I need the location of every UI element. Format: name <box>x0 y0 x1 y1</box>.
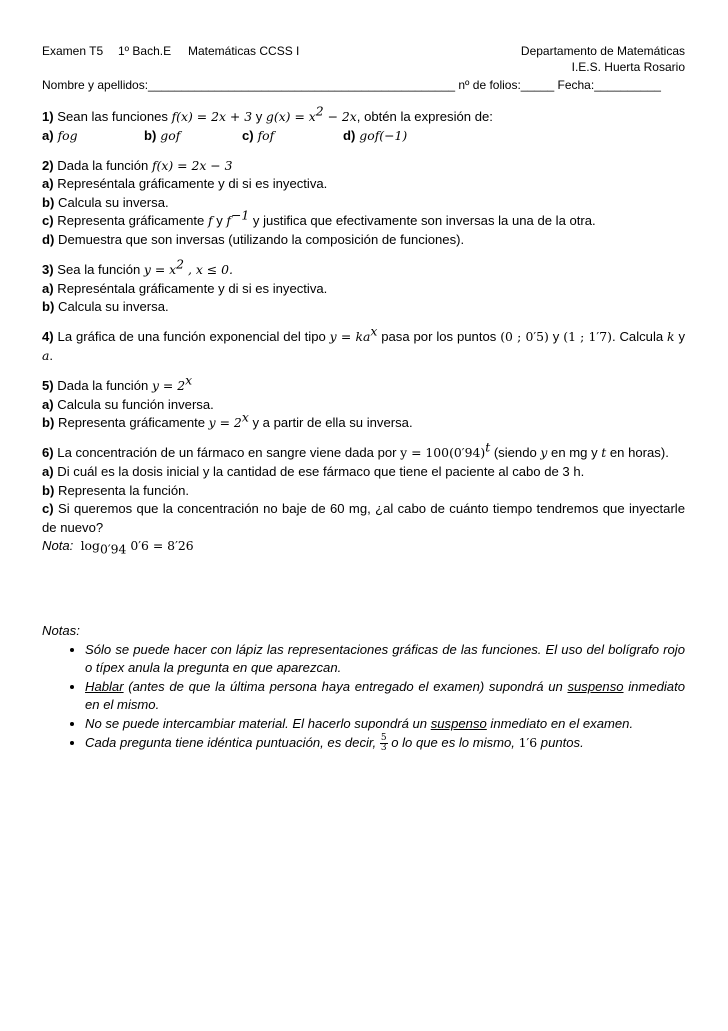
note-item: • No se puede intercambiar material. El hacerlo supondrá un suspenso inmediato en el examen. <box>85 715 685 734</box>
hint-note: Nota: $\log_{0'94} 0'6 = 8'26$ <box>42 538 194 557</box>
course-label: 1º Bach.E <box>118 44 172 58</box>
subject-label: Matemáticas CCSS I <box>188 44 300 58</box>
option-b: b) gof <box>144 127 181 143</box>
note-item: • Hablar (antes de que la última persona haya entregado el examen) supondrá un suspenso inmediato en el mismo. <box>85 678 685 715</box>
question-text: y <box>252 109 266 124</box>
question-number: 6) <box>42 445 54 461</box>
part-c: c) Representa gráficamente f y $f^{-1}$ y justifica que efectivamente son inversas la una de la otra. <box>42 208 596 229</box>
exam-label: Examen T5 <box>42 44 104 58</box>
part-b: b) Calcula su inversa. <box>42 194 169 210</box>
math-expr: f(x) = 2x + 3 <box>171 109 253 124</box>
option-a: a) fog <box>42 127 78 143</box>
part-b: b) Representa la función. <box>42 482 190 498</box>
note-item: • Sólo se puede hacer con lápiz las representaciones gráficas de las funciones. El uso del bolígrafo rojo o típex anula la pregunta en que aparezcan. <box>85 641 685 678</box>
question-text: Dada la función <box>53 157 152 173</box>
exam-notes <box>42 622 685 753</box>
question-text: , obtén la expresión de: <box>356 109 493 124</box>
question-2 <box>42 157 685 250</box>
question-5: 5) Dada la función $y = 2^x$ a) Calcula su función inversa. b) Representa gráficamente $y = 2^x$ y a partir de ella su inversa. <box>42 377 685 433</box>
part-a: a) Represéntala gráficamente y di si es inyectiva. <box>42 280 328 296</box>
math-expr: y = x <box>143 262 177 278</box>
header-row <box>42 43 685 59</box>
part-a: a) Calcula su función inversa. <box>42 396 214 412</box>
math-expr: f(x) = 2x − 3 <box>151 157 233 173</box>
question-text: Sea la función <box>53 262 144 278</box>
question-text: Sean las funciones <box>53 109 172 124</box>
part-a: a) Represéntala gráficamente y di si es inyectiva. <box>42 176 328 192</box>
fraction: $\frac{5}{3}$ <box>380 732 387 753</box>
department-label: Departamento de Matemáticas <box>520 44 685 58</box>
part-b: b) Representa gráficamente $y = 2^x$ y a partir de ella su inversa. <box>42 409 413 431</box>
option-d: d) gof(−1) <box>343 127 408 143</box>
question-4: 4) La gráfica de una función exponencial del tipo $y = ka^x$ pasa por los puntos (0 ; 0′5) y (1 ; 1′7). Calcula k y a. <box>42 324 685 364</box>
question-number: 4) <box>42 329 54 345</box>
question-3 <box>42 256 685 317</box>
questions <box>42 103 685 567</box>
question-number: 3) <box>42 262 54 278</box>
note-item: • Cada pregunta tiene idéntica puntuación, es decir, $\frac{5}{3}$ o lo que es lo mismo, 1′6 puntos. <box>85 734 685 753</box>
name-line: Nombre y apellidos:______________________________________________ nº de folios:_____ Fecha:__________ <box>42 78 661 92</box>
option-c: c) fof <box>242 127 275 143</box>
notes-title: Notas: <box>42 623 80 638</box>
school-label: I.E.S. Huerta Rosario <box>571 60 685 74</box>
question-number: 1) <box>42 109 54 124</box>
question-number: 5) <box>42 378 54 394</box>
part-d: d) Demuestra que son inversas (utilizando la composición de funciones). <box>42 232 465 248</box>
math-sup: 2 <box>176 256 185 272</box>
question-number: 2) <box>42 157 54 173</box>
math-sup: 2 <box>315 103 324 119</box>
math-expr: − 2x <box>323 109 357 124</box>
math-expr: g(x) = x <box>265 109 316 124</box>
math-expr: , x ≤ 0. <box>184 262 233 278</box>
part-a: a) Di cuál es la dosis inicial y la cantidad de ese fármaco que tiene el paciente al cabo de 3 h. <box>42 464 585 479</box>
question-6: 6) La concentración de un fármaco en sangre viene dada por $y = 100(0'94)^t$ (siendo y en mg y t en horas). a) Di cuál es la dosis inicial y la cantidad de ese fármaco que tiene el paciente al cabo de 3 h. b) Representa la función. c) Si queremos que la concentración no baje de 60 mg, ¿al cabo de cuánto tiempo tendremos que inyectarle de nuevo? Nota: $\log_{0'94} 0'6 = 8'26$ <box>42 440 685 557</box>
part-b: b) Calcula su inversa. <box>42 299 169 315</box>
part-c: c) Si queremos que la concentración no baje de 60 mg, ¿al cabo de cuánto tiempo tendremos que inyectarle de nuevo? <box>42 501 685 535</box>
question-1 <box>42 103 685 145</box>
